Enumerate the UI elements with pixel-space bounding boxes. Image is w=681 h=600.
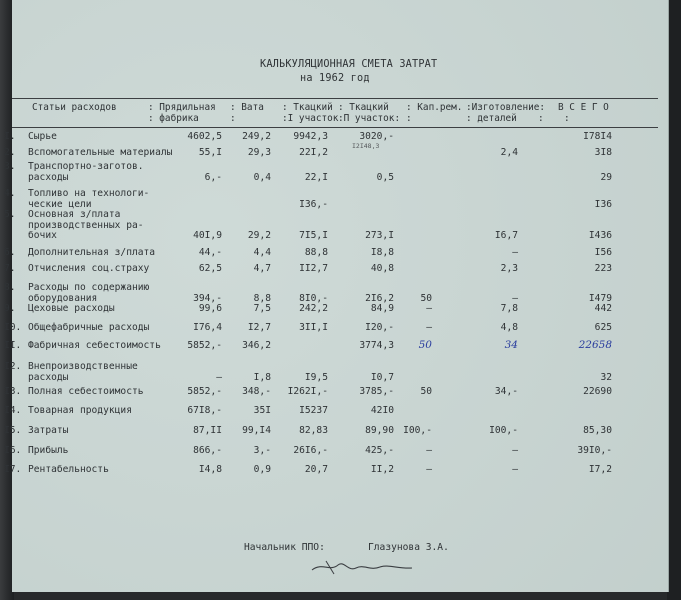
- cell-w2: 3774,3: [359, 340, 394, 351]
- cell-w1: 26I6,-: [293, 445, 328, 456]
- cell-wad: 0,9: [253, 464, 271, 475]
- row-number: 7.: [4, 263, 16, 274]
- header-items: Статьи расходов: [32, 102, 117, 113]
- header-weave2-1: : Ткацкий: [338, 102, 389, 113]
- cell-total: 3I8: [594, 147, 612, 158]
- cell-wad: 99,I4: [242, 425, 271, 436]
- row-label: Затраты: [28, 425, 69, 436]
- row-number: 2.: [4, 147, 16, 158]
- cell-spin: 55,I: [198, 147, 222, 158]
- cell-cap: 50: [420, 386, 432, 397]
- cell-wad: I2,7: [247, 322, 271, 333]
- header-weave1-2: :I участок: [282, 113, 339, 124]
- row-number: 5.: [4, 209, 16, 220]
- cell-w1: 8I0,-: [299, 292, 328, 304]
- header-caprem-2: :: [406, 113, 412, 124]
- cell-total: I56: [594, 247, 612, 258]
- title-line-2: на 1962 год: [300, 73, 370, 84]
- cell-wad: 249,2: [242, 131, 271, 142]
- cell-spin: 62,5: [198, 263, 222, 274]
- row-label: Отчисления соц.страху: [28, 263, 150, 274]
- row-label: Транспортно-заготов.: [28, 161, 144, 172]
- row-number: I.: [4, 131, 16, 142]
- cell-det: 34,-: [494, 386, 518, 397]
- cell-total: 85,30: [583, 425, 612, 436]
- cell-w1: I5237: [299, 405, 328, 416]
- row-number: 8.: [4, 282, 16, 293]
- cell-spin: 5852,-: [187, 386, 222, 397]
- header-spinning-2: : фабрика: [148, 113, 199, 124]
- cell-w2: II,2: [370, 464, 394, 475]
- cell-w1: 82,83: [299, 425, 328, 436]
- row-number: 9.: [4, 303, 16, 314]
- cell-w2: I8,8: [370, 247, 394, 258]
- row-number: I2.: [4, 361, 22, 372]
- row-label: Сырье: [28, 131, 57, 142]
- header-weave2-2: :П участок:: [338, 113, 401, 124]
- header-details-2: : деталей: [466, 113, 517, 124]
- header-total-1: В С Е Г О: [558, 102, 609, 113]
- header-spinning-1: : Прядильная: [148, 102, 216, 113]
- cell-det: –: [512, 445, 518, 456]
- cell-wad: 35I: [253, 405, 271, 416]
- row-label: Дополнительная з/плата: [28, 247, 156, 258]
- row-label: Рентабельность: [28, 464, 109, 475]
- right-dark-edge: [667, 0, 681, 600]
- cell-total: 32: [600, 371, 612, 383]
- row-label: Основная з/плата: [28, 209, 121, 220]
- row-number: I0.: [4, 322, 22, 333]
- row-number: 4.: [4, 188, 16, 199]
- cell-total: 22690: [583, 386, 612, 397]
- row-label: Полная себестоимость: [28, 386, 144, 397]
- row-label: Расходы по содержанию: [28, 282, 150, 293]
- header-weave1-1: : Ткацкий: [282, 102, 333, 113]
- header-bottom-rule: [12, 127, 658, 128]
- cell-w2: 273,I: [365, 230, 394, 241]
- cell-w1: 20,7: [304, 464, 328, 475]
- cell-wad: 4,4: [253, 247, 271, 258]
- cell-w2: 89,90: [365, 425, 394, 436]
- cell-total: I479: [588, 292, 612, 304]
- row-number: I7.: [4, 464, 22, 475]
- cell-w2: 40,8: [370, 263, 394, 274]
- cell-total: 22658: [578, 339, 612, 351]
- cell-det: 4,8: [500, 322, 518, 333]
- cell-w1: 3II,I: [299, 322, 328, 333]
- cell-det: 2,3: [500, 263, 518, 274]
- row-label: Фабричная себестоимость: [28, 340, 161, 351]
- cell-w1: II2,7: [299, 263, 328, 274]
- cell-spin: 67I8,-: [187, 405, 222, 416]
- row-number: I3.: [4, 386, 22, 397]
- row-label: бочих: [28, 230, 57, 241]
- cell-det: I6,7: [494, 230, 518, 241]
- cell-det: –: [512, 464, 518, 475]
- cell-w2: 84,9: [370, 303, 394, 314]
- cell-w2: I20,-: [365, 322, 394, 333]
- header-top-rule: [12, 98, 658, 99]
- header-details-3: :: [538, 113, 544, 124]
- cell-cap: I00,-: [403, 425, 432, 436]
- cell-cap: –: [426, 464, 432, 475]
- cell-spin: 99,6: [198, 303, 222, 314]
- cell-spin: –: [216, 371, 222, 383]
- cell-spin: 6,-: [204, 171, 222, 183]
- cell-total: I78I4: [583, 131, 612, 142]
- row-label: расходы: [28, 171, 69, 183]
- footer-name: Глазунова З.А.: [368, 542, 449, 553]
- cell-cap: 50: [420, 292, 432, 304]
- title-line-1: КАЛЬКУЛЯЦИОННАЯ СМЕТА ЗАТРАТ: [260, 59, 438, 70]
- cell-cap: 50: [418, 339, 432, 351]
- row-label: Прибыль: [28, 445, 69, 456]
- cell-w2: 2I6,2: [365, 292, 394, 304]
- header-details-1: :Изготовление:: [466, 102, 546, 113]
- row-label: Общефабричные расходы: [28, 322, 150, 333]
- cell-spin: I4,8: [198, 464, 222, 475]
- cell-w2: 3020,-: [359, 131, 394, 142]
- cell-w1: I36,-: [299, 198, 328, 210]
- cell-det: –: [512, 247, 518, 258]
- header-wadding-1: : Вата: [230, 102, 264, 113]
- cell-total: 39I0,-: [577, 445, 612, 456]
- cell-w2: I0,7: [370, 371, 394, 383]
- cell-total: 442: [594, 303, 612, 314]
- header-total-2: :: [564, 113, 570, 124]
- cell-w1: I9,5: [304, 371, 328, 383]
- row-number: I6.: [4, 445, 22, 456]
- row-label: Цеховые расходы: [28, 303, 115, 314]
- cell-wad: 29,3: [247, 147, 271, 158]
- cell-w1: 7I5,I: [299, 230, 328, 241]
- row-label: Топливо на технологи-: [28, 188, 150, 199]
- cell-w1: 242,2: [299, 303, 328, 314]
- cell-spin: 40I,9: [193, 230, 222, 241]
- cell-spin: 4602,5: [187, 131, 222, 142]
- cell-spin: 44,-: [198, 247, 222, 258]
- header-wadding-2: :: [230, 113, 236, 124]
- cell-wad: 346,2: [242, 340, 271, 351]
- cell-wad: 8,8: [253, 292, 271, 304]
- cell-det: 7,8: [500, 303, 518, 314]
- cell-w2: 42I0: [370, 405, 394, 416]
- header-caprem-1: : Кап.рем.: [406, 102, 463, 113]
- annotation-small: I2I48,3: [352, 142, 380, 150]
- row-label: расходы: [28, 371, 69, 383]
- cell-wad: 3,-: [253, 445, 271, 456]
- cell-w1: 9942,3: [293, 131, 328, 142]
- row-label: оборудования: [28, 292, 98, 304]
- cell-w2: 425,-: [365, 445, 394, 456]
- footer-position: Начальник ППО:: [244, 542, 325, 553]
- row-number: 3.: [4, 161, 16, 172]
- row-number: II.: [4, 340, 22, 351]
- cell-wad: 348,-: [242, 386, 271, 397]
- cell-wad: I,8: [253, 371, 271, 383]
- signature: [308, 556, 418, 578]
- cell-spin: 5852,-: [187, 340, 222, 351]
- cell-det: I00,-: [489, 425, 518, 436]
- cell-w2: 3785,-: [359, 386, 394, 397]
- cell-w1: 88,8: [304, 247, 328, 258]
- cell-total: I436: [588, 230, 612, 241]
- cell-spin: I76,4: [193, 322, 222, 333]
- cell-wad: 4,7: [253, 263, 271, 274]
- row-label: ческие цели: [28, 198, 92, 210]
- row-label: Вспомогательные материалы: [28, 147, 173, 158]
- row-number: I5.: [4, 425, 22, 436]
- cell-wad: 0,4: [253, 171, 271, 183]
- cell-spin: 866,-: [193, 445, 222, 456]
- cell-spin: 394,-: [193, 292, 222, 304]
- document-sheet: [4, 0, 669, 592]
- row-label: производственных ра-: [28, 219, 144, 231]
- row-label: Товарная продукция: [28, 405, 132, 416]
- row-label: Внепроизводственные: [28, 361, 138, 372]
- cell-det: 2,4: [500, 147, 518, 158]
- cell-w1: 22,I: [304, 171, 328, 183]
- cell-total: 223: [594, 263, 612, 274]
- cell-w1: 22I,2: [299, 147, 328, 158]
- cell-spin: 87,II: [193, 425, 222, 436]
- cell-wad: 29,2: [247, 230, 271, 241]
- cell-cap: –: [426, 303, 432, 314]
- row-number: 6.: [4, 247, 16, 258]
- cell-wad: 7,5: [253, 303, 271, 314]
- row-number: I4.: [4, 405, 22, 416]
- cell-total: I36: [594, 198, 612, 210]
- cell-w2: 0,5: [376, 171, 394, 183]
- cell-total: 625: [594, 322, 612, 333]
- cell-total: I7,2: [588, 464, 612, 475]
- cell-w1: I262I,-: [287, 386, 328, 397]
- cell-det: –: [512, 292, 518, 304]
- cell-cap: –: [426, 322, 432, 333]
- cell-cap: –: [426, 445, 432, 456]
- cell-total: 29: [600, 171, 612, 183]
- cell-det: 34: [504, 339, 518, 351]
